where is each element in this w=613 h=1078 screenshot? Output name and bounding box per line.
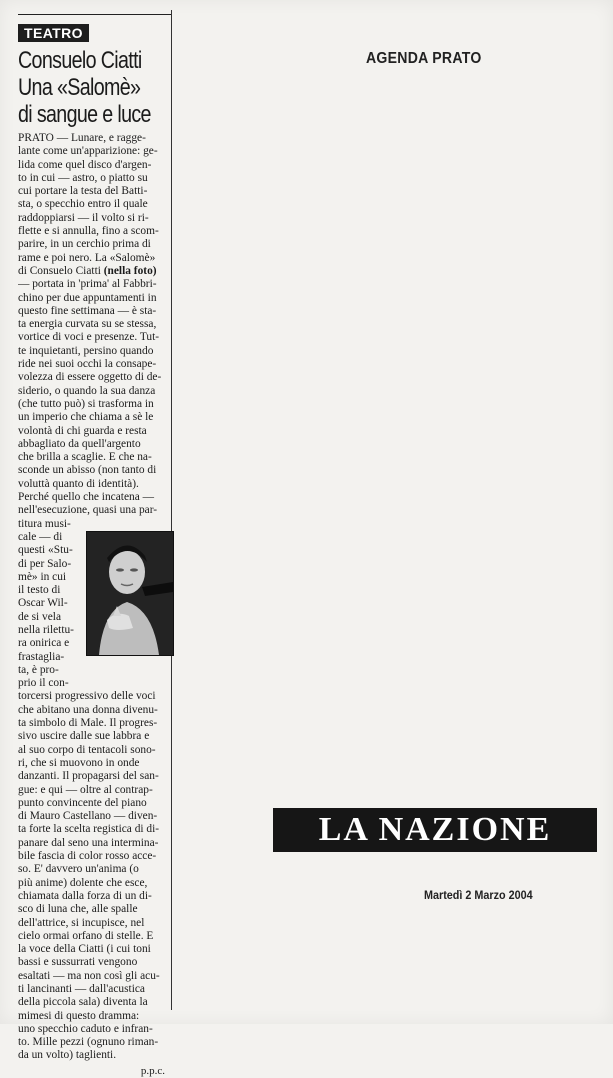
body-line: questo fine settimana — è sta- xyxy=(18,304,157,317)
body-line: ta energia curvata su se stessa, xyxy=(18,318,157,331)
body-line: lida come quel disco d'argen- xyxy=(18,158,152,171)
body-line: chino per due appuntamenti in xyxy=(18,291,157,304)
body-line: de si vela xyxy=(18,610,62,623)
section-tag: TEATRO xyxy=(18,24,89,42)
body-line: sta, o specchio entro il quale xyxy=(18,198,148,211)
body-line: ride nei suoi occhi la consape- xyxy=(18,358,157,371)
body-line: dell'attrice, si incupisce, nel xyxy=(18,916,145,929)
body-line: danzanti. Il propagarsi del san- xyxy=(18,770,159,783)
column-top-rule xyxy=(18,14,171,15)
body-line: Oscar Wil- xyxy=(18,597,68,610)
headline-line: di sangue e luce xyxy=(18,101,151,128)
body-line: mimesi di questo dramma: xyxy=(18,1009,140,1022)
body-line: nell'esecuzione, quasi una par- xyxy=(18,504,158,517)
body-line: siderio, o quando la sua danza xyxy=(18,384,156,397)
body-line: esaltati — ma non così gli acu- xyxy=(18,969,160,982)
body-line: — portata in 'prima' al Fabbri- xyxy=(18,278,157,291)
body-line: il testo di xyxy=(18,584,61,597)
body-line: più anime) dolente che esce, xyxy=(18,876,148,889)
body-line: sconde un abisso (non tanto di xyxy=(18,464,157,477)
body-line: di Consuelo Ciatti (nella foto) xyxy=(18,264,157,277)
body-line: volontà di chi guarda e resta xyxy=(18,424,147,437)
body-line: frastaglia- xyxy=(18,650,65,663)
body-line: ta simbolo di Male. Il progres- xyxy=(18,717,158,730)
body-bottom-lines xyxy=(18,690,171,1062)
body-line: flette e si annulla, fino a scom- xyxy=(18,225,159,238)
body-line: vortice di voci e presenze. Tut- xyxy=(18,331,160,344)
body-line: chiamata dalla forza di un di- xyxy=(18,889,152,902)
publication-date: Martedì 2 Marzo 2004 xyxy=(424,888,533,902)
body-line: nella rilettu- xyxy=(18,623,74,636)
body-line: so. E' davvero un'anima (o xyxy=(18,863,139,876)
body-line: bassi e sussurrati vengono xyxy=(18,956,138,969)
body-line: sivo uscire dalle sue labbra e xyxy=(18,730,150,743)
body-line: ta forte la scelta registica di di- xyxy=(18,823,160,836)
photo-block xyxy=(18,531,171,691)
body-line: di Mauro Castellano — diven- xyxy=(18,810,158,823)
newspaper-masthead: LA NAZIONE xyxy=(273,808,597,852)
body-line: cale — di xyxy=(18,530,63,543)
body-line: della piccola sala) diventa la xyxy=(18,996,148,1009)
body-line: panare dal seno una intermina- xyxy=(18,836,159,849)
body-line: rame e poi nero. La «Salomè» xyxy=(18,251,156,264)
body-line: punto convincente del piano xyxy=(18,796,147,809)
body-line: parire, in un cerchio prima di xyxy=(18,238,151,251)
body-line: al suo corpo di tentacoli sono- xyxy=(18,743,156,756)
body-line: abbagliato da quell'argento xyxy=(18,437,141,450)
body-line: to in cui — astro, o piatto su xyxy=(18,171,148,184)
body-line: un imperio che chiama a sè le xyxy=(18,411,154,424)
body-line: da un volto) taglienti. xyxy=(18,1049,117,1062)
body-line: PRATO — Lunare, e ragge- xyxy=(18,132,146,144)
body-line: cielo ormai orfano di stelle. E xyxy=(18,929,154,942)
body-line: ta, è pro- xyxy=(18,663,59,676)
body-line: di per Salo- xyxy=(18,557,72,570)
body-line: la voce della Ciatti (i cui toni xyxy=(18,943,151,956)
author-signature: p.p.c. xyxy=(140,1064,165,1077)
article-column xyxy=(18,18,171,1078)
body-line: questi «Stu- xyxy=(18,544,73,557)
article-body xyxy=(18,132,171,1078)
body-line: to. Mille pezzi (ognuno riman- xyxy=(18,1036,159,1049)
body-line: torcersi progressivo delle voci xyxy=(18,690,156,703)
article-headline xyxy=(18,47,171,128)
photo-reference: (nella foto) xyxy=(103,264,157,277)
body-line: uno specchio caduto e infran- xyxy=(18,1022,153,1035)
body-line: (che tutto può) si trasforma in xyxy=(18,397,154,410)
body-line: sco di luna che, alle spalle xyxy=(18,903,138,916)
body-top-lines xyxy=(18,132,171,531)
body-line: volezza di essere oggetto di de- xyxy=(18,371,162,384)
body-line: titura musi- xyxy=(18,517,71,530)
body-line: Perché quello che incatena — xyxy=(18,491,154,504)
headline-line: Una «Salomè» xyxy=(18,74,141,101)
body-line: raddoppiarsi — il volto si ri- xyxy=(18,211,149,224)
body-line: che abitano una donna divenu- xyxy=(18,703,158,716)
body-line: ra onirica e xyxy=(18,637,70,650)
body-line: ri, che si muovono in onde xyxy=(18,756,140,769)
body-line: te inquietanti, persino quando xyxy=(18,344,154,357)
body-line: lante come un'apparizione: ge- xyxy=(18,145,158,158)
body-line: mè» in cui xyxy=(18,570,67,583)
body-line: che brilla a scaglie. E che na- xyxy=(18,451,152,464)
body-line: voluttà quanto di identità). xyxy=(18,477,139,490)
section-header-agenda: AGENDA PRATO xyxy=(366,50,482,67)
body-line: cui portare la testa del Batti- xyxy=(18,185,148,198)
body-line: gue: e qui — oltre al contrap- xyxy=(18,783,153,796)
body-line: prio il con- xyxy=(18,677,69,690)
body-line: ti lancinanti — dall'acustica xyxy=(18,983,145,995)
body-line: bile fascia di color rosso acce- xyxy=(18,850,157,863)
headline-line: Consuelo Ciatti xyxy=(18,47,142,74)
actress-photo xyxy=(86,531,174,656)
column-right-rule xyxy=(171,10,172,1010)
